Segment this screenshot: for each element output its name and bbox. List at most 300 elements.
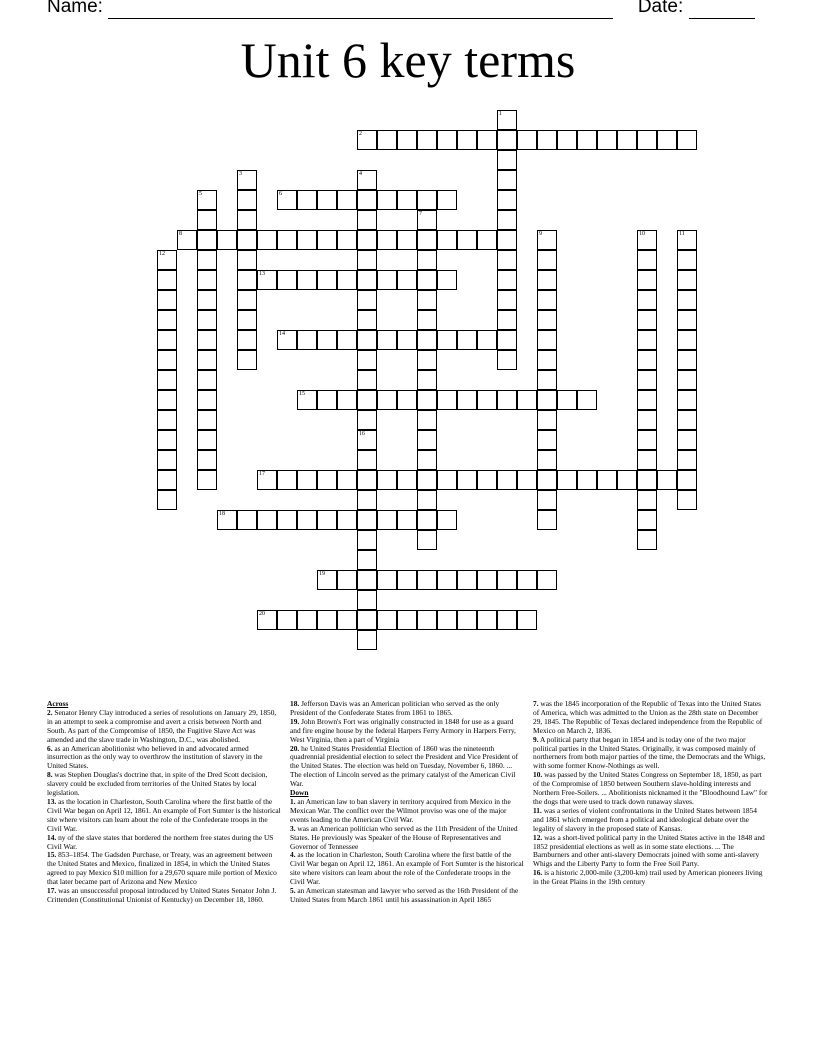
across-header: Across (47, 699, 69, 708)
crossword-cell[interactable] (397, 130, 417, 150)
crossword-cell[interactable] (637, 270, 657, 290)
crossword-cell[interactable] (497, 610, 517, 630)
crossword-cell[interactable] (517, 610, 537, 630)
crossword-cell[interactable] (497, 290, 517, 310)
clue-number-label: 2. (47, 707, 53, 717)
crossword-cell[interactable] (417, 250, 437, 270)
crossword-cell[interactable] (337, 190, 357, 210)
crossword-cell[interactable] (377, 510, 397, 530)
clue-text: as the location in Charleston, South Carolina where the first battle of the Civil War began on April 12, 1861. An example of Fort Sumter is the historical site where visitors can learn about the role of the Confederate troops in the Civil War. (290, 850, 524, 887)
crossword-cell[interactable] (357, 510, 377, 530)
clue-number-label: 14. (47, 832, 57, 842)
crossword-cell[interactable] (477, 330, 497, 350)
crossword-cell[interactable] (297, 470, 317, 490)
crossword-cell[interactable] (637, 470, 657, 490)
clue-number: 20 (259, 611, 265, 617)
crossword-cell[interactable] (317, 610, 337, 630)
crossword-cell[interactable] (317, 570, 337, 590)
crossword-cell[interactable] (237, 350, 257, 370)
crossword-cell[interactable] (497, 570, 517, 590)
crossword-cell[interactable] (497, 330, 517, 350)
crossword-cell[interactable] (317, 190, 337, 210)
crossword-cell[interactable] (457, 570, 477, 590)
crossword-cell[interactable] (157, 430, 177, 450)
crossword-cell[interactable] (677, 290, 697, 310)
crossword-cell[interactable] (157, 410, 177, 430)
crossword-cell[interactable] (337, 510, 357, 530)
crossword-cell[interactable] (457, 130, 477, 150)
crossword-cell[interactable] (357, 590, 377, 610)
crossword-cell[interactable] (257, 510, 277, 530)
crossword-cell[interactable] (357, 410, 377, 430)
crossword-cell[interactable] (397, 330, 417, 350)
crossword-cell[interactable] (357, 430, 377, 450)
crossword-cell[interactable] (577, 130, 597, 150)
crossword-cell[interactable] (277, 470, 297, 490)
crossword-cell[interactable] (637, 430, 657, 450)
crossword-cell[interactable] (157, 370, 177, 390)
crossword-cell[interactable] (657, 470, 677, 490)
crossword-cell[interactable] (437, 570, 457, 590)
crossword-cell[interactable] (237, 250, 257, 270)
crossword-cell[interactable] (217, 230, 237, 250)
crossword-cell[interactable] (477, 130, 497, 150)
crossword-cell[interactable] (677, 390, 697, 410)
crossword-cell[interactable] (677, 470, 697, 490)
crossword-cell[interactable] (677, 490, 697, 510)
crossword-cell[interactable] (357, 350, 377, 370)
crossword-cell[interactable] (637, 450, 657, 470)
crossword-cell[interactable] (477, 570, 497, 590)
clue-number: 3 (239, 171, 242, 177)
crossword-cell[interactable] (197, 390, 217, 410)
crossword-cell[interactable] (337, 470, 357, 490)
crossword-cell[interactable] (377, 470, 397, 490)
clue-column-2 (290, 700, 525, 905)
crossword-cell[interactable] (397, 190, 417, 210)
crossword-cell[interactable] (437, 230, 457, 250)
crossword-cell[interactable] (517, 570, 537, 590)
crossword-cell[interactable] (677, 450, 697, 470)
crossword-cell[interactable] (677, 370, 697, 390)
crossword-cell[interactable] (177, 230, 197, 250)
clue-number-label: 18. (290, 699, 300, 708)
crossword-cell[interactable] (417, 430, 437, 450)
crossword-cell[interactable] (417, 510, 437, 530)
crossword-cell[interactable] (537, 350, 557, 370)
crossword-cell[interactable] (397, 610, 417, 630)
crossword-cell[interactable] (537, 490, 557, 510)
crossword-cell[interactable] (537, 330, 557, 350)
crossword-cell[interactable] (417, 190, 437, 210)
crossword-cell[interactable] (317, 470, 337, 490)
clue-number-label: 15. (47, 850, 57, 860)
crossword-cell[interactable] (377, 330, 397, 350)
clue-item (533, 700, 768, 736)
crossword-cell[interactable] (337, 330, 357, 350)
crossword-cell[interactable] (317, 230, 337, 250)
crossword-cell[interactable] (637, 510, 657, 530)
clue-text: as an American abolitionist who believed in and advocated armed insurrection as the only way to overthrow the institution of slavery in the United States. (47, 743, 263, 771)
crossword-cell[interactable] (337, 570, 357, 590)
crossword-cell[interactable] (497, 230, 517, 250)
crossword-cell[interactable] (537, 430, 557, 450)
crossword-cell[interactable] (597, 470, 617, 490)
crossword-cell[interactable] (237, 230, 257, 250)
crossword-cell[interactable] (497, 270, 517, 290)
crossword-cell[interactable] (677, 350, 697, 370)
crossword-cell[interactable] (377, 270, 397, 290)
crossword-cell[interactable] (537, 290, 557, 310)
crossword-cell[interactable] (197, 330, 217, 350)
crossword-cell[interactable] (397, 270, 417, 290)
crossword-cell[interactable] (237, 170, 257, 190)
crossword-cell[interactable] (637, 530, 657, 550)
name-blank-line[interactable] (108, 0, 613, 19)
crossword-cell[interactable] (537, 270, 557, 290)
clue-text: A political party that began in 1854 and is today one of the two major political parties in the United States. Originally, it was composed mainly of northerners from both major parties of the time, the Democrats and the Whigs, with some former Know-Nothings as well. (533, 734, 766, 771)
crossword-cell[interactable] (357, 610, 377, 630)
crossword-cell[interactable] (197, 190, 217, 210)
crossword-cell[interactable] (497, 170, 517, 190)
crossword-cell[interactable] (357, 390, 377, 410)
crossword-cell[interactable] (537, 390, 557, 410)
crossword-cell[interactable] (337, 230, 357, 250)
crossword-cell[interactable] (617, 130, 637, 150)
crossword-cell[interactable] (417, 210, 437, 230)
crossword-cell[interactable] (237, 510, 257, 530)
crossword-cell[interactable] (677, 330, 697, 350)
clue-item (47, 834, 282, 852)
crossword-cell[interactable] (497, 150, 517, 170)
clue-number-label: 10. (533, 770, 543, 780)
crossword-cell[interactable] (297, 510, 317, 530)
clue-text: was Stephen Douglas's doctrine that, in spite of the Dred Scott decision, slavery could be excluded from territories of the United States by local legislation. (47, 770, 268, 798)
crossword-cell[interactable] (477, 390, 497, 410)
crossword-cell[interactable] (297, 230, 317, 250)
crossword-cell[interactable] (297, 330, 317, 350)
clue-number: 5 (199, 191, 202, 197)
crossword-cell[interactable] (357, 130, 377, 150)
crossword-cell[interactable] (257, 270, 277, 290)
crossword-cell[interactable] (637, 130, 657, 150)
crossword-cell[interactable] (377, 610, 397, 630)
clue-text: was an American politician who served as the 11th President of the United States. He previously was Speaker of the House of Representatives and Governor of Tennessee (290, 823, 518, 851)
crossword-cell[interactable] (197, 450, 217, 470)
crossword-cell[interactable] (277, 330, 297, 350)
crossword-cell[interactable] (677, 310, 697, 330)
crossword-cell[interactable] (497, 470, 517, 490)
crossword-cell[interactable] (297, 610, 317, 630)
crossword-cell[interactable] (357, 190, 377, 210)
crossword-cell[interactable] (537, 130, 557, 150)
crossword-cell[interactable] (417, 290, 437, 310)
crossword-cell[interactable] (277, 610, 297, 630)
crossword-cell[interactable] (417, 610, 437, 630)
crossword-cell[interactable] (637, 230, 657, 250)
crossword-cell[interactable] (397, 230, 417, 250)
crossword-cell[interactable] (497, 110, 517, 130)
crossword-cell[interactable] (357, 170, 377, 190)
crossword-cell[interactable] (417, 270, 437, 290)
crossword-cell[interactable] (197, 250, 217, 270)
crossword-cell[interactable] (537, 410, 557, 430)
crossword-cell[interactable] (437, 390, 457, 410)
crossword-cell[interactable] (357, 530, 377, 550)
crossword-cell[interactable] (457, 330, 477, 350)
crossword-cell[interactable] (517, 390, 537, 410)
crossword-cell[interactable] (437, 470, 457, 490)
crossword-cell[interactable] (197, 370, 217, 390)
crossword-cell[interactable] (317, 270, 337, 290)
crossword-cell[interactable] (357, 490, 377, 510)
clue-number-label: 7. (533, 699, 539, 708)
crossword-cell[interactable] (677, 430, 697, 450)
crossword-cell[interactable] (337, 610, 357, 630)
clue-text: Senator Henry Clay introduced a series of resolutions on January 29, 1850, in an attempt to seek a compromise and avert a crisis between North and South. As part of the Compromise of 1850, the Fugitive Slave Act was amended and the slave trade in Washington, D.C., was abolished. (47, 707, 277, 744)
crossword-cell[interactable] (577, 390, 597, 410)
crossword-cell[interactable] (497, 350, 517, 370)
crossword-cell[interactable] (437, 190, 457, 210)
crossword-cell[interactable] (237, 210, 257, 230)
clue-number-label: 9. (533, 734, 539, 744)
crossword-cell[interactable] (157, 470, 177, 490)
down-header: Down (290, 788, 309, 798)
crossword-cell[interactable] (297, 390, 317, 410)
crossword-cell[interactable] (417, 230, 437, 250)
crossword-cell[interactable] (457, 390, 477, 410)
clue-number: 16 (359, 431, 365, 437)
crossword-cell[interactable] (637, 330, 657, 350)
date-blank-line[interactable] (689, 0, 755, 19)
crossword-cell[interactable] (237, 330, 257, 350)
crossword-cell[interactable] (557, 130, 577, 150)
crossword-cell[interactable] (557, 390, 577, 410)
crossword-cell[interactable] (417, 130, 437, 150)
clue-item (290, 700, 525, 718)
crossword-cell[interactable] (537, 230, 557, 250)
crossword-cell[interactable] (597, 130, 617, 150)
crossword-cell[interactable] (357, 630, 377, 650)
crossword-cell[interactable] (377, 230, 397, 250)
crossword-cell[interactable] (417, 570, 437, 590)
crossword-cell[interactable] (417, 370, 437, 390)
crossword-cell[interactable] (537, 250, 557, 270)
crossword-cell[interactable] (357, 550, 377, 570)
crossword-cell[interactable] (437, 270, 457, 290)
crossword-cell[interactable] (417, 350, 437, 370)
clue-number: 13 (259, 271, 265, 277)
clue-item (47, 771, 282, 798)
crossword-cell[interactable] (457, 470, 477, 490)
crossword-cell[interactable] (257, 610, 277, 630)
crossword-cell[interactable] (277, 270, 297, 290)
crossword-cell[interactable] (497, 190, 517, 210)
crossword-cell[interactable] (357, 450, 377, 470)
crossword-cell[interactable] (457, 610, 477, 630)
crossword-cell[interactable] (277, 190, 297, 210)
crossword-cell[interactable] (197, 430, 217, 450)
crossword-cell[interactable] (677, 410, 697, 430)
crossword-cell[interactable] (157, 310, 177, 330)
crossword-cell[interactable] (417, 410, 437, 430)
crossword-cell[interactable] (357, 210, 377, 230)
crossword-cell[interactable] (637, 390, 657, 410)
crossword-cell[interactable] (197, 470, 217, 490)
crossword-cell[interactable] (417, 330, 437, 350)
crossword-cell[interactable] (417, 390, 437, 410)
crossword-cell[interactable] (497, 390, 517, 410)
crossword-cell[interactable] (357, 330, 377, 350)
crossword-cell[interactable] (417, 310, 437, 330)
clue-item (533, 834, 768, 870)
name-label: Name: (47, 0, 103, 17)
crossword-cell[interactable] (617, 470, 637, 490)
crossword-cell[interactable] (457, 230, 477, 250)
clue-item (533, 869, 768, 887)
crossword-cell[interactable] (197, 210, 217, 230)
crossword-cell[interactable] (477, 610, 497, 630)
crossword-cell[interactable] (277, 510, 297, 530)
crossword-cell[interactable] (377, 130, 397, 150)
crossword-cell[interactable] (377, 570, 397, 590)
crossword-cell[interactable] (197, 270, 217, 290)
crossword-cell[interactable] (237, 270, 257, 290)
crossword-cell[interactable] (537, 450, 557, 470)
clue-item (47, 887, 282, 905)
clue-number-label: 5. (290, 886, 296, 896)
crossword-cell[interactable] (397, 570, 417, 590)
crossword-cell[interactable] (337, 390, 357, 410)
clue-item (533, 736, 768, 772)
clue-text: was an unsuccessful proposal introduced by United States Senator John J. Crittenden (Constitutional Unionist of Kentucky) on December 18, 1860. (47, 886, 277, 904)
clue-text: an American law to ban slavery in territory acquired from Mexico in the Mexican War. The conflict over the Wilmot proviso was one of the major events leading to the American Civil War. (290, 796, 511, 824)
crossword-cell[interactable] (357, 370, 377, 390)
crossword-cell[interactable] (357, 470, 377, 490)
crossword-cell[interactable] (637, 410, 657, 430)
crossword-cell[interactable] (257, 470, 277, 490)
crossword-cell[interactable] (197, 350, 217, 370)
crossword-cell[interactable] (417, 470, 437, 490)
crossword-cell[interactable] (417, 530, 437, 550)
crossword-cell[interactable] (157, 390, 177, 410)
crossword-cell[interactable] (377, 390, 397, 410)
crossword-cell[interactable] (537, 510, 557, 530)
crossword-cell[interactable] (637, 370, 657, 390)
crossword-cell[interactable] (197, 230, 217, 250)
crossword-cell[interactable] (437, 130, 457, 150)
crossword-cell[interactable] (357, 250, 377, 270)
crossword-cell[interactable] (377, 190, 397, 210)
clue-item (47, 798, 282, 834)
crossword-cell[interactable] (637, 490, 657, 510)
crossword-cell[interactable] (357, 310, 377, 330)
crossword-cell[interactable] (637, 290, 657, 310)
crossword-cell[interactable] (637, 310, 657, 330)
crossword-cell[interactable] (157, 270, 177, 290)
crossword-cell[interactable] (637, 350, 657, 370)
crossword-cell[interactable] (157, 250, 177, 270)
crossword-cell[interactable] (397, 470, 417, 490)
clue-item (47, 745, 282, 772)
crossword-cell[interactable] (537, 370, 557, 390)
crossword-cell[interactable] (637, 250, 657, 270)
crossword-cell[interactable] (277, 230, 297, 250)
crossword-cell[interactable] (417, 450, 437, 470)
crossword-cell[interactable] (517, 470, 537, 490)
clue-text: was a series of violent confrontations in the United States between 1854 and 1861 which emerged from a political and ideological debate over the legality of slavery in the proposed state of Kansas. (533, 805, 757, 833)
clue-text: he United States Presidential Election of 1860 was the nineteenth quadrennial presidential election to select the President and Vice President of the United States. The election was held on Tuesday, November 6, 1860. ... The election of Lincoln served as the primary catalyst of the American Civil War. (290, 743, 519, 789)
crossword-cell[interactable] (317, 390, 337, 410)
crossword-cell[interactable] (357, 290, 377, 310)
crossword-cell[interactable] (157, 450, 177, 470)
crossword-cell[interactable] (497, 210, 517, 230)
crossword-cell[interactable] (437, 330, 457, 350)
crossword-cell[interactable] (677, 230, 697, 250)
clue-number: 15 (299, 391, 305, 397)
crossword-cell[interactable] (437, 510, 457, 530)
crossword-cell[interactable] (197, 290, 217, 310)
crossword-cell[interactable] (197, 410, 217, 430)
clue-number: 7 (419, 211, 422, 217)
crossword-cell[interactable] (157, 350, 177, 370)
crossword-cell[interactable] (337, 270, 357, 290)
crossword-cell[interactable] (357, 230, 377, 250)
crossword-cell[interactable] (497, 310, 517, 330)
crossword-cell[interactable] (497, 130, 517, 150)
crossword-cell[interactable] (157, 330, 177, 350)
crossword-cell[interactable] (497, 250, 517, 270)
crossword-cell[interactable] (677, 130, 697, 150)
crossword-cell[interactable] (317, 510, 337, 530)
crossword-cell[interactable] (477, 230, 497, 250)
clue-number-label: 3. (290, 823, 296, 833)
crossword-cell[interactable] (537, 310, 557, 330)
crossword-cell[interactable] (157, 290, 177, 310)
crossword-cell[interactable] (417, 490, 437, 510)
crossword-cell[interactable] (297, 270, 317, 290)
clue-number-label: 11. (533, 805, 542, 815)
clue-item (290, 798, 525, 825)
crossword-cell[interactable] (537, 570, 557, 590)
crossword-cell[interactable] (257, 230, 277, 250)
crossword-cell[interactable] (297, 190, 317, 210)
crossword-cell[interactable] (657, 130, 677, 150)
crossword-cell[interactable] (357, 570, 377, 590)
crossword-cell[interactable] (237, 190, 257, 210)
crossword-cell[interactable] (237, 290, 257, 310)
crossword-cell[interactable] (237, 310, 257, 330)
crossword-cell[interactable] (317, 330, 337, 350)
crossword-cell[interactable] (677, 270, 697, 290)
crossword-cell[interactable] (397, 510, 417, 530)
crossword-cell[interactable] (197, 310, 217, 330)
crossword-cell[interactable] (537, 470, 557, 490)
crossword-cell[interactable] (357, 270, 377, 290)
clue-number: 12 (159, 251, 165, 257)
crossword-cell[interactable] (217, 510, 237, 530)
crossword-cell[interactable] (517, 130, 537, 150)
clue-number: 11 (679, 231, 685, 237)
clue-number-label: 13. (47, 796, 57, 806)
crossword-cell[interactable] (397, 390, 417, 410)
crossword-cell[interactable] (437, 610, 457, 630)
crossword-cell[interactable] (157, 490, 177, 510)
crossword-cell[interactable] (577, 470, 597, 490)
crossword-cell[interactable] (557, 470, 577, 490)
crossword-cell[interactable] (677, 250, 697, 270)
crossword-cell[interactable] (477, 470, 497, 490)
